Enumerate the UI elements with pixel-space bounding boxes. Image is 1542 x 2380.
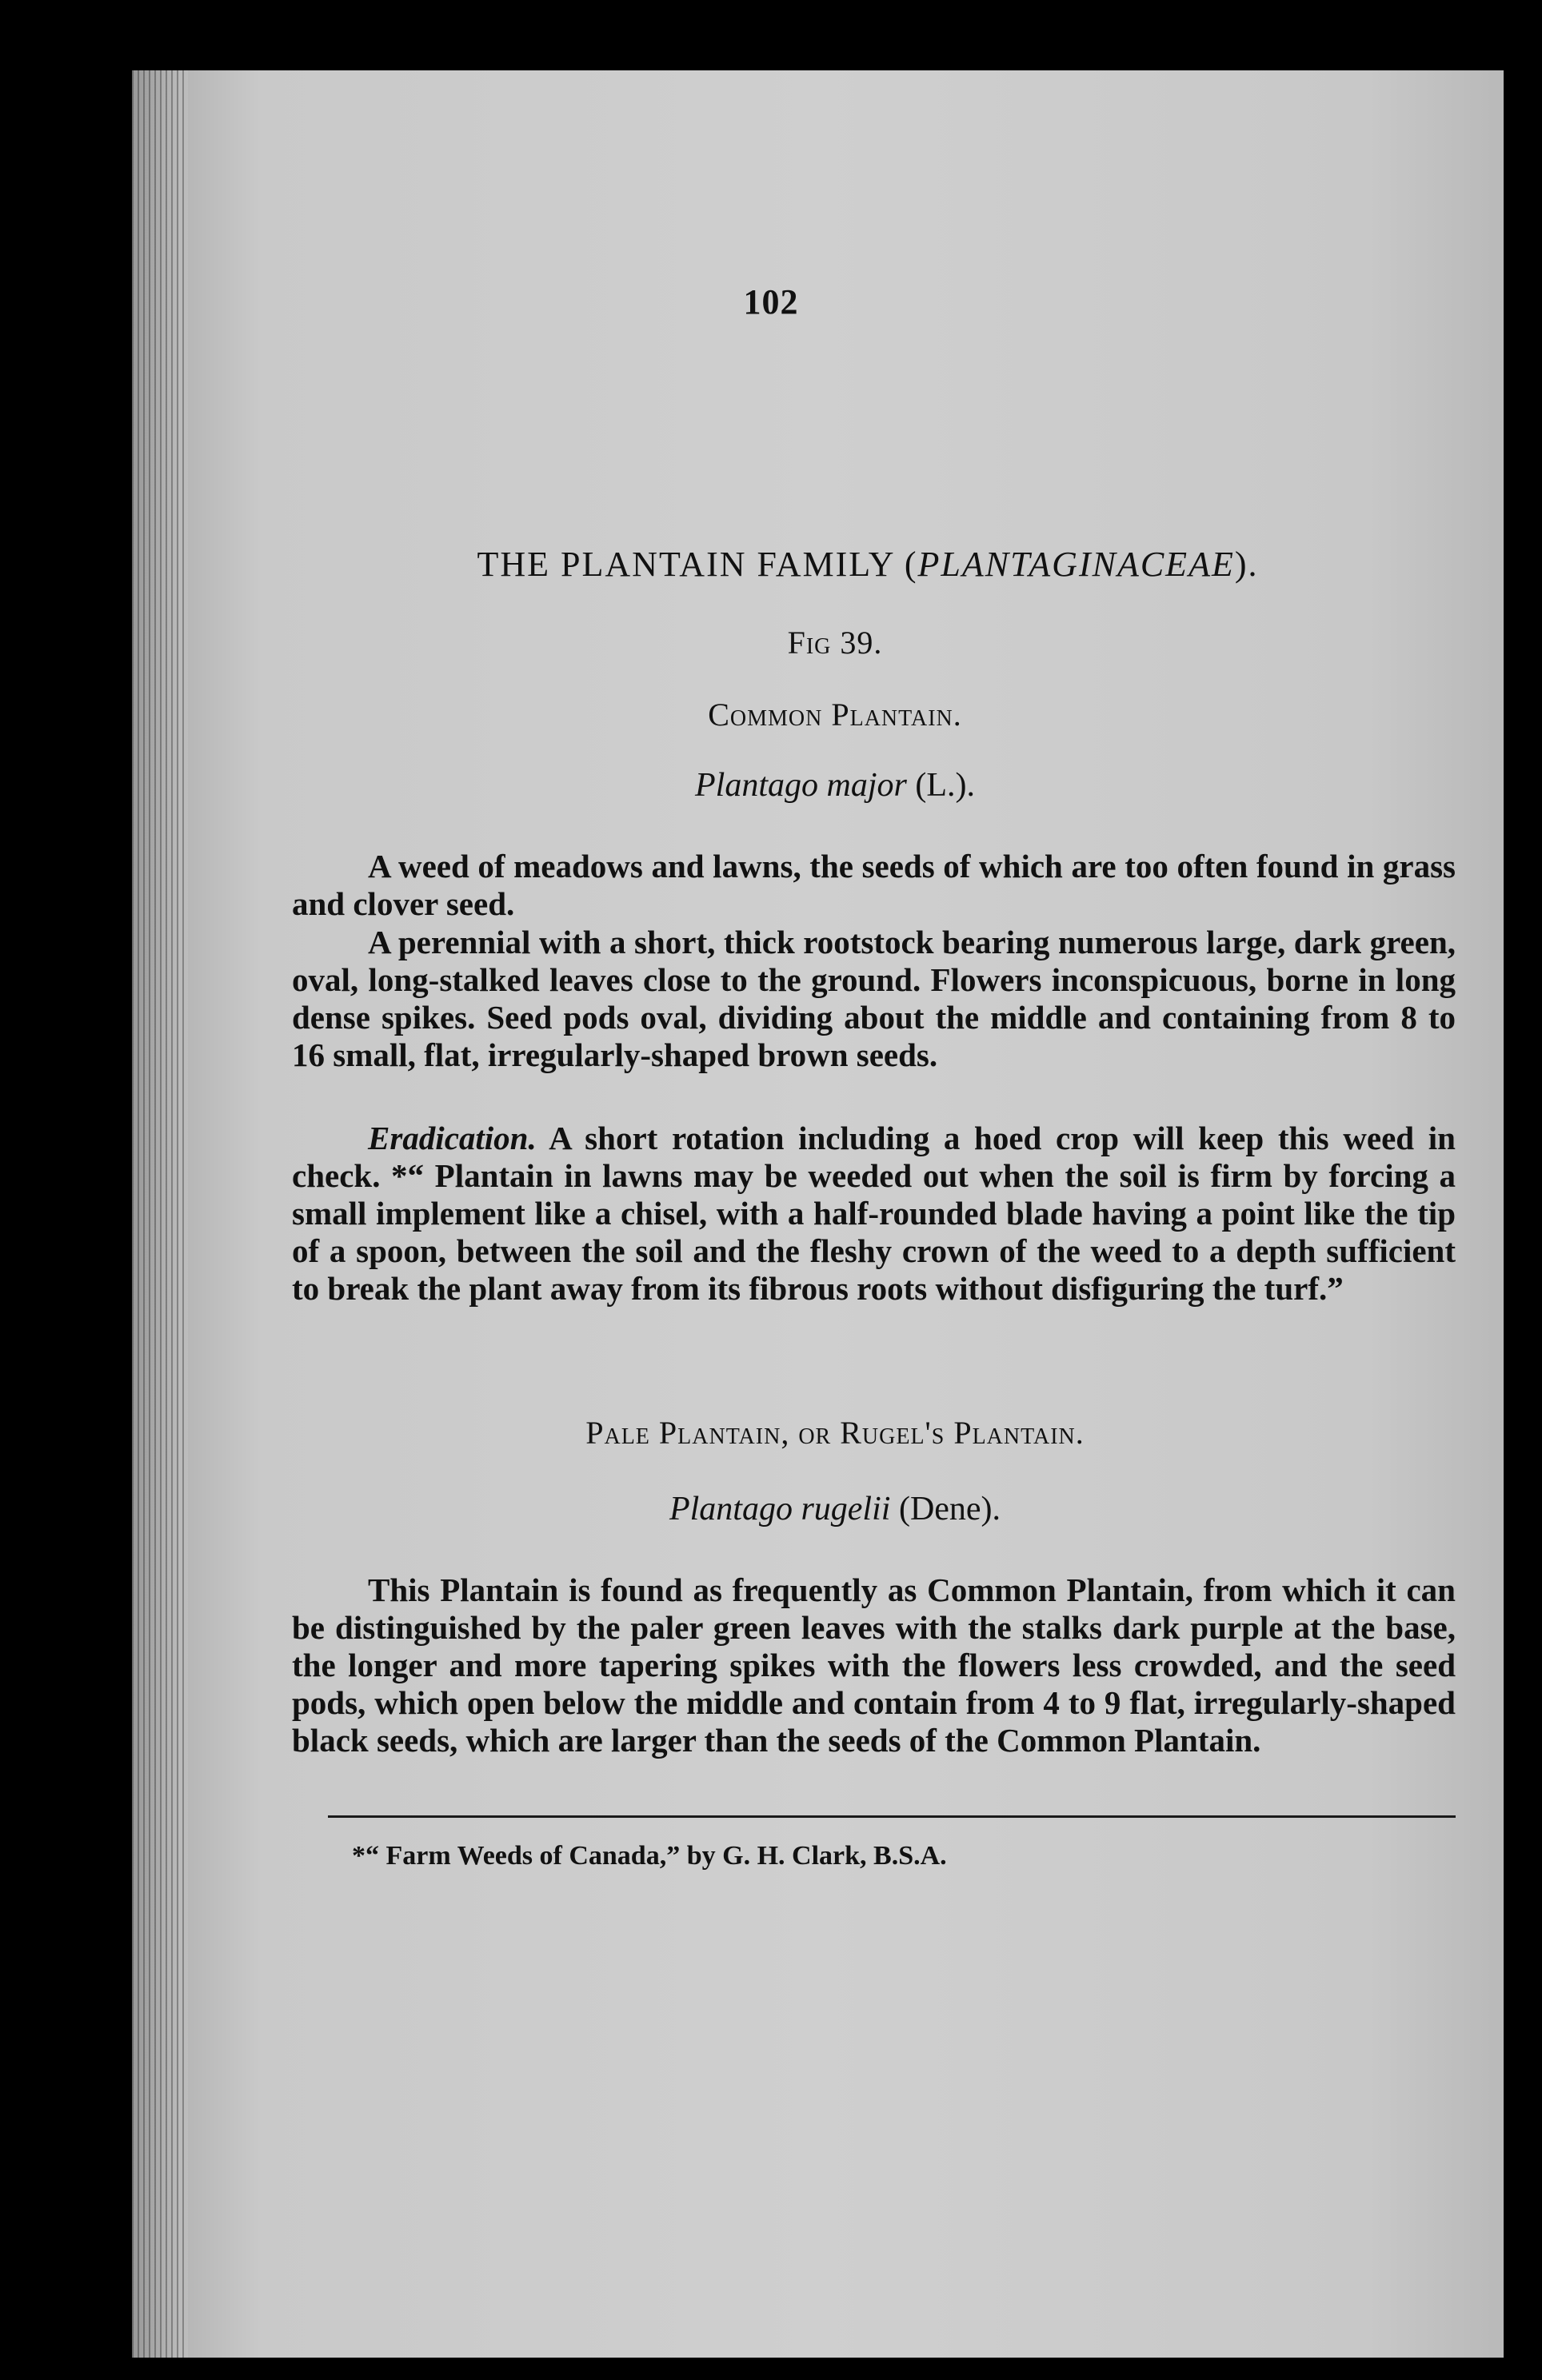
- species-common-name: Common Plantain.: [708, 697, 962, 733]
- species-latin-binomial: Plantago major: [695, 767, 907, 804]
- species-authority: (L.).: [915, 767, 975, 804]
- eradication-text: A short rotation including a hoed crop will keep this weed in check. *“ Plantain in lawns may be weeded out when the soil is firm by forcing a small implement like a chisel, with a half-rounded blade having a point like the tip of a spoon, between the soil and the fleshy crown of the weed to a depth sufficient to break the plant away from its fibrous roots without disfiguring the turf.”: [292, 1120, 1456, 1307]
- footnote: *“ Farm Weeds of Canada,” by G. H. Clark, B.S.A.: [352, 1841, 947, 1871]
- description-paragraph: This Plantain is found as frequently as Common Plantain, from which it can be distinguished by the paler green leaves with the stalks dark purple at the base, the longer and more tapering spikes with the flowers less crowded, and the seed pods, which open below the middle and contain from 4 to 9 flat, irregularly-shaped black seeds, which are larger than the seeds of the Common Plantain.: [292, 1571, 1456, 1759]
- scan-right-edge: [1504, 0, 1542, 2380]
- species-latin-name: [0, 1490, 1542, 1528]
- species-latin-binomial: Plantago rugelii: [669, 1491, 891, 1527]
- family-heading-prefix: THE PLANTAIN FAMILY (: [477, 545, 918, 584]
- family-heading-suffix: ).: [1234, 545, 1259, 584]
- page-gutter: [132, 70, 188, 2358]
- family-heading-latin: PLANTAGINACEAE: [917, 545, 1235, 584]
- family-heading: [288, 544, 1448, 585]
- species-latin-name: [0, 766, 1542, 805]
- eradication-label: Eradication.: [368, 1120, 537, 1156]
- species-common-name: Pale Plantain, or Rugel's Plantain.: [585, 1415, 1085, 1451]
- eradication-paragraph: [292, 1120, 1456, 1308]
- description-paragraph: A perennial with a short, thick rootstock bearing numerous large, dark green, oval, long-stalked leaves close to the ground. Flowers inconspicuous, borne in long dense spikes. Seed pods oval, dividing about the middle and containing from 8 to 16 small, flat, irregularly-shaped brown seeds.: [292, 924, 1456, 1073]
- species-authority: (Dene).: [898, 1491, 1001, 1527]
- footnote-rule: [328, 1815, 1456, 1818]
- figure-label: Fig 39.: [787, 625, 883, 661]
- page-number: 102: [743, 282, 799, 321]
- description-paragraph: A weed of meadows and lawns, the seeds of which are too often found in grass and clover seed.: [292, 848, 1456, 922]
